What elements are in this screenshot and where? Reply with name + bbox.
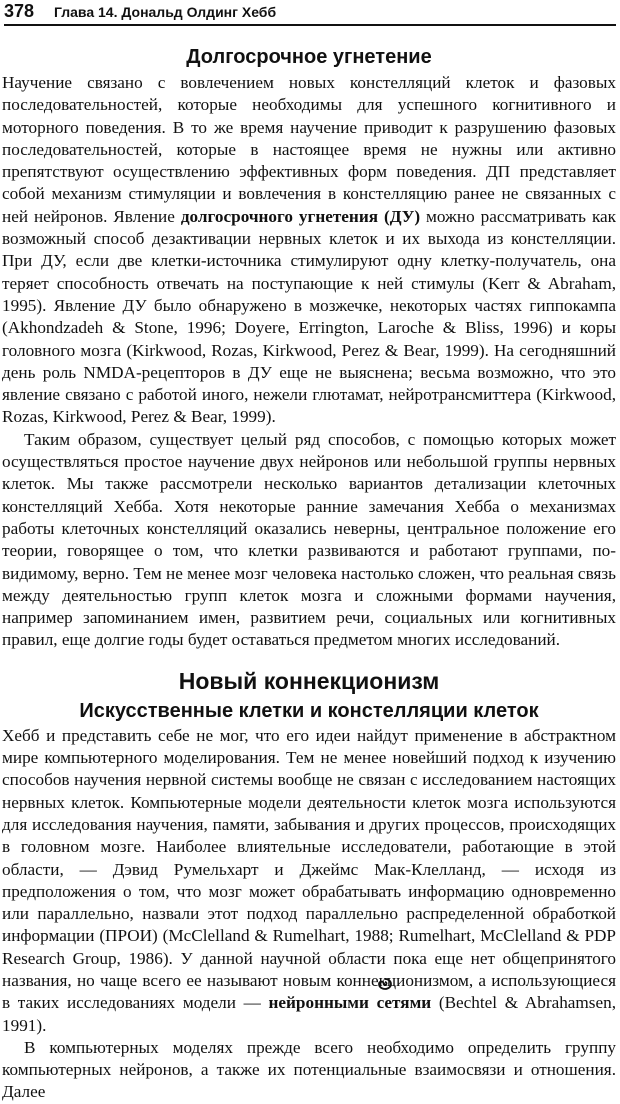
section-title-ltd: Долгосрочное угнетение — [186, 46, 432, 68]
page-content — [2, 44, 616, 1104]
term-ltd: долгосрочного угнетения (ДУ) — [180, 206, 421, 226]
paragraph-connectionism-1 — [2, 725, 616, 1037]
section-title-connectionism: Новый коннекционизм — [178, 667, 440, 694]
text-run: можно рассматривать как возможный способ дезактивации нервных клеток и их выхода из констелляции. При ДУ, если две клетки-источника стимулируют одну клетку-получатель, она теряет способность отвечать на поступающие к ней стимулы (Kerr & Abraham, 1995). Явление ДУ было обнаружено в мозжечке, некоторых частях гиппокампа (Akhondzadeh & Stone, 1996; Doyere, Errington, Laroche & Bliss, 1996) и коры головного мозга (Kirkwood, Rozas, Kirkwood, Perez & Bear, 1999). На сегодняшний день роль NMDA-рецепторов в ДУ еще не выяснена; весьма возможно, что это явление связано с работой иного, нежели глютамат, нейротрансмиттера (Kirkwood, Rozas, Kirkwood, Perez & Bear, 1999). — [2, 206, 617, 427]
running-head: Глава 14. Дональд Олдинг Хебб — [54, 4, 277, 20]
page-number: 378 — [4, 1, 35, 21]
term-neural-networks: нейронными сетями — [268, 993, 432, 1013]
text-run: Научение связано с вовлечением новых констелляций клеток и фазовых последовательностей, которые необходимы для успешного когнитивного и моторного поведения. В то же время научение приводит к разрушению фазовых последовательностей, которые в настоящее время не нужны или активно препятствуют осуществлению эффективных форм поведения. ДП представляет собой механизм стимуляции и вовлечения в констелляцию ранее не связанных с ней нейронов. Явление — [2, 73, 616, 226]
page-header — [4, 2, 616, 26]
footer-ornament-icon — [378, 978, 392, 990]
subsection-title-artificial-cells: Искусственные клетки и констелляции клеток — [79, 699, 539, 722]
paragraph-connectionism-2: В компьютерных моделях прежде всего необходимо определить группу компьютерных нейронов, а также их потенциальные взаимосвязи и отношения. Далее — [2, 1037, 616, 1102]
text-run: (Bechtel & Abrahamsen, 1991). — [2, 993, 617, 1035]
paragraph-ltd-2: Таким образом, существует целый ряд способов, с помощью которых может осуществляться простое научение двух нейронов или небольшой группы нервных клеток. Мы также рассмотрели несколько вариантов детализации клеточных констелляций Хебба. Хотя некоторые ранние замечания Хебба о механизмах работы клеточных констелляций оказались неверны, центральное положение его теории, говорящее о том, что клетки развиваются и работают группами, по-видимому, верно. Тем не менее мозг человека настолько сложен, что реальная связь между деятельностью групп клеток мозга и сложными формами научения, например запоминанием имен, развитием речи, социальных или когнитивных правил, еще долгие годы будет оставаться предметом многих исследований. — [2, 429, 616, 650]
text-run: Хебб и представить себе не мог, что его идеи найдут применение в абстрактном мире компьютерного моделирования. Тем не менее новейший подход к изучению способов научения нервной системы вообще не связан с исследованием настоящих нервных клеток. Компьютерные модели деятельности клеток мозга используются для исследования научения, памяти, забывания и других процессов, происходящих в головном мозге. Наиболее влиятельные исследователи, работающие в этой области, — Дэвид Румельхарт и Джеймс Мак-Клелланд, — исходя из предположения о том, что мозг может обрабатывать информацию одновременно или параллельно, назвали этот подход параллельно распределенной обработкой информации (ПРОИ) (McClelland & Rumelhart, 1988; Rumelhart, McClelland & PDP Research Group, 1986). У данной научной области пока еще нет общепринятого названия, но чаще всего ее называют новым коннекционизмом, а использующиеся в таких исследованиях модели — — [2, 725, 616, 1013]
paragraph-ltd-1 — [2, 72, 616, 429]
